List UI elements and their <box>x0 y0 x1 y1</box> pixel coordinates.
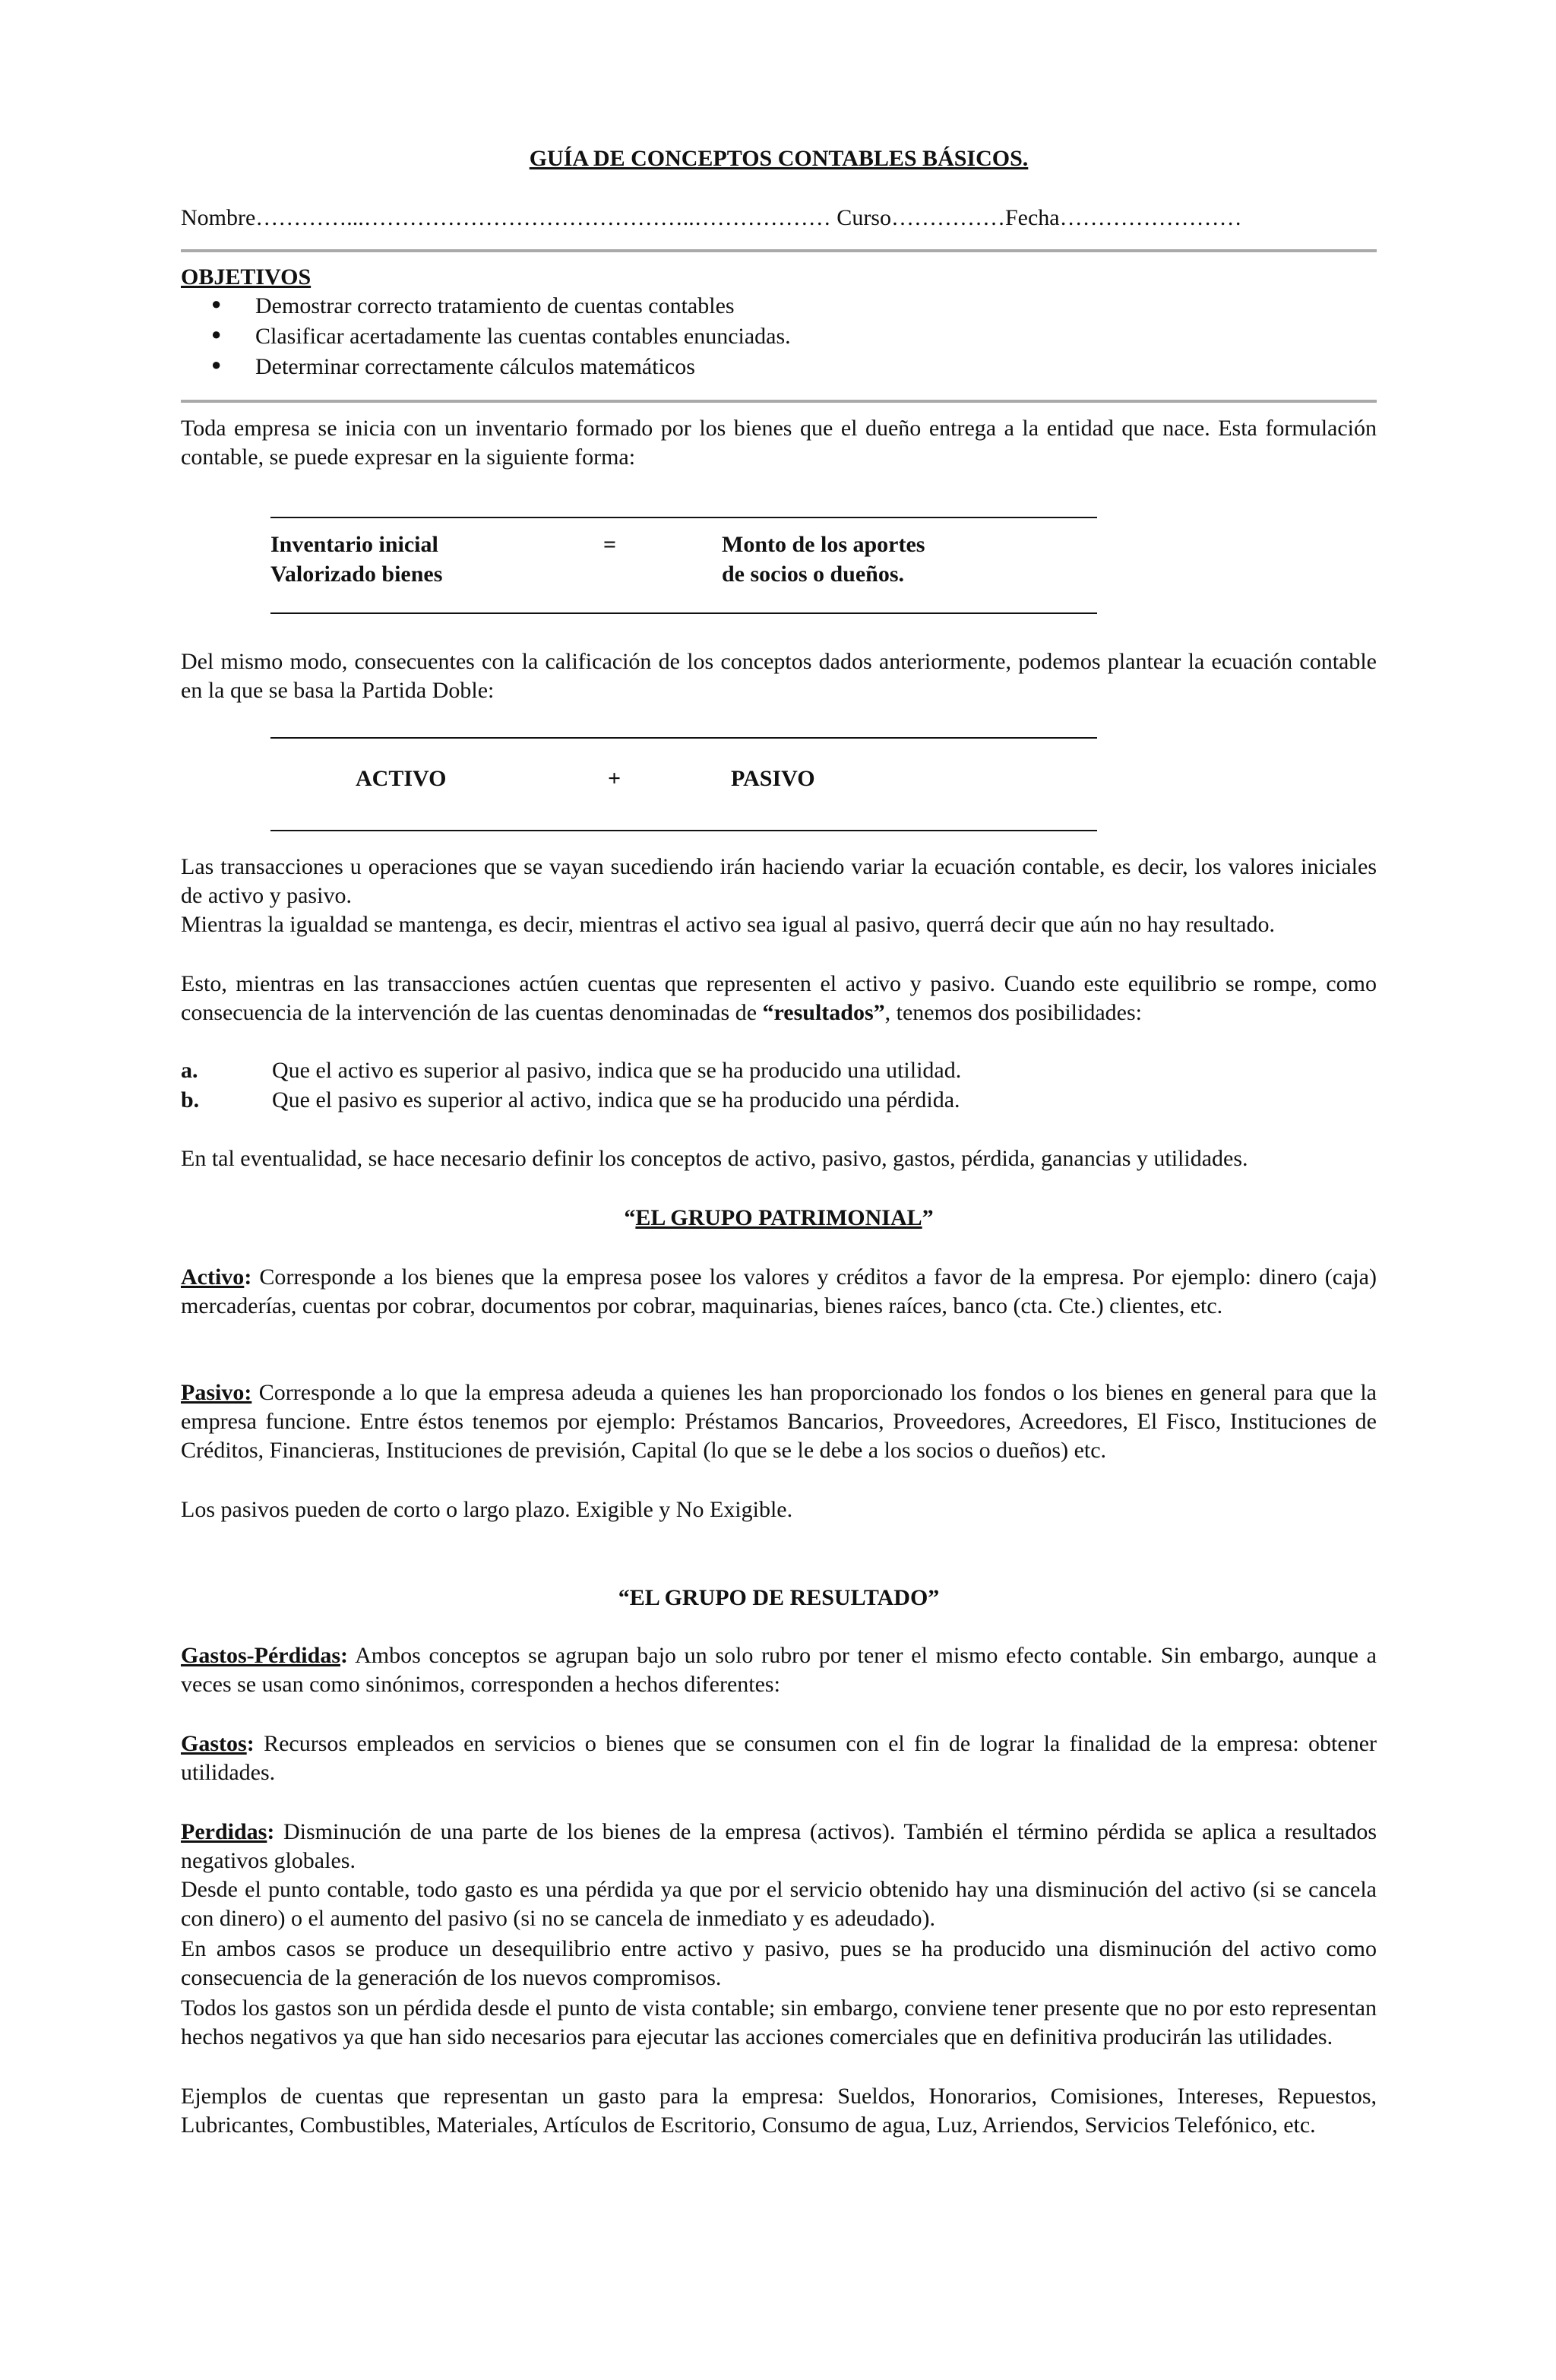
gastos-colon: : <box>246 1731 255 1756</box>
intro-paragraph: Toda empresa se inicia con un inventario formado por los bienes que el dueño entrega a la entidad que nace. Esta formulación contable, se puede expresar en la siguiente forma: <box>181 416 1377 470</box>
gastos-perdidas-definition <box>181 1641 1377 1699</box>
equation1-right-line1: Monto de los aportes <box>722 532 925 557</box>
option-a <box>181 1056 961 1085</box>
gastos-perdidas-colon: : <box>340 1643 348 1668</box>
objetivo-item: Demostrar correcto tratamiento de cuentas contables <box>255 293 735 318</box>
grupo-patrimonial-title: EL GRUPO PATRIMONIAL <box>635 1205 922 1230</box>
option-label: a. <box>181 1058 198 1083</box>
equation1-bottom-rule <box>270 612 1097 614</box>
paragraph-punto-contable: Desde el punto contable, todo gasto es una pérdida ya que por el servicio obtenido hay una disminución del activo (si se cancela con dinero) o el aumento del pasivo (si no se cancela de inmediato y es adeudado). <box>181 1877 1377 1931</box>
activo-colon: : <box>244 1264 252 1290</box>
paragraph-resultados-tail: , tenemos dos posibilidades: <box>884 1000 1142 1025</box>
equation1-operator: = <box>603 532 617 557</box>
bullet-icon: ● <box>211 324 222 343</box>
document-title: GUÍA DE CONCEPTOS CONTABLES BÁSICOS. <box>529 146 1029 171</box>
equation2-bottom-rule <box>270 830 1097 831</box>
equation1-left-line2: Valorizado bienes <box>270 562 443 587</box>
gastos-definition <box>181 1730 1377 1787</box>
paragraph-resultados-text: Esto, mientras en las transacciones actúen cuentas que representen el activo y pasivo. Cuando este equilibrio se rompe, como consecuencia de la intervención de las cuentas denominadas de <box>181 971 1377 1025</box>
equation2-right: PASIVO <box>731 766 815 791</box>
divider-top <box>181 249 1377 252</box>
option-label: b. <box>181 1087 200 1112</box>
perdidas-text: Disminución de una parte de los bienes de la empresa (activos). También el término pérdida se aplica a resultados negativos globales. <box>181 1819 1377 1873</box>
pasivo-text: Corresponde a lo que la empresa adeuda a quienes les han proporcionado los fondos o los bienes en general para que la empresa funcione. Entre éstos tenemos por ejemplo: Préstamos Bancarios, Proveedores, Acreedores, El Fisco, Instituciones de Créditos, Financieras, Instituciones de previsión, Capital (lo que se le debe a los socios o dueños) etc. <box>181 1380 1377 1463</box>
activo-text: Corresponde a los bienes que la empresa posee los valores y créditos a favor de la empresa. Por ejemplo: dinero (caja) mercaderías, cuentas por cobrar, documentos por cobrar, maquinarias, bienes raíces, banco (cta. Cte.) clientes, etc. <box>181 1264 1377 1318</box>
gastos-perdidas-text: Ambos conceptos se agrupan bajo un solo rubro por tener el mismo efecto contable. Sin embargo, aunque a veces se usan como sinónimos, corresponden a hechos diferentes: <box>181 1643 1377 1697</box>
pasivo-note: Los pasivos pueden de corto o largo plazo. Exigible y No Exigible. <box>181 1497 793 1522</box>
gastos-term: Gastos <box>181 1731 247 1756</box>
quote-close: ” <box>922 1205 934 1230</box>
gastos-perdidas-term: Gastos-Pérdidas <box>181 1643 340 1668</box>
pasivo-definition <box>181 1378 1377 1465</box>
grupo-resultado-heading: “EL GRUPO DE RESULTADO” <box>618 1585 940 1610</box>
equation2-top-rule <box>270 737 1097 739</box>
paragraph-resultados <box>181 970 1377 1027</box>
paragraph-partida-doble: Del mismo modo, consecuentes con la calificación de los conceptos dados anteriormente, podemos plantear la ecuación contable en la que se basa la Partida Doble: <box>181 649 1377 703</box>
paragraph-ejemplos-gastos: Ejemplos de cuentas que representan un gasto para la empresa: Sueldos, Honorarios, Comisiones, Intereses, Repuestos, Lubricantes, Combustibles, Materiales, Artículos de Escritorio, Consumo de agua, Luz, Arriendos, Servicios Telefónico, etc. <box>181 2084 1377 2138</box>
objetivo-item: Determinar correctamente cálculos matemáticos <box>255 354 695 379</box>
perdidas-definition <box>181 1818 1377 1875</box>
quote-open: “ <box>624 1205 636 1230</box>
paragraph-eventualidad: En tal eventualidad, se hace necesario definir los conceptos de activo, pasivo, gastos, pérdida, ganancias y utilidades. <box>181 1146 1248 1171</box>
activo-definition <box>181 1263 1377 1321</box>
activo-term: Activo <box>181 1264 245 1290</box>
paragraph-gastos-perdida: Todos los gastos son un pérdida desde el punto de vista contable; sin embargo, conviene tener presente que no por esto representan hechos negativos ya que han sido necesarios para ejecutar las acciones comerciales que en definitiva producirán las utilidades. <box>181 1995 1377 2049</box>
option-b <box>181 1086 960 1115</box>
equation1-left-line1: Inventario inicial <box>270 532 438 557</box>
divider-objetivos <box>181 400 1377 403</box>
paragraph-transacciones: Las transacciones u operaciones que se vayan sucediendo irán haciendo variar la ecuación contable, es decir, los valores iniciales de activo y pasivo. <box>181 854 1377 908</box>
resultados-term: “resultados” <box>762 1000 885 1025</box>
option-text: Que el activo es superior al pasivo, indica que se ha producido una utilidad. <box>272 1058 962 1083</box>
perdidas-term: Perdidas <box>181 1819 267 1844</box>
equation1-right-line2: de socios o dueños. <box>722 562 905 587</box>
equation2-operator: + <box>608 766 621 791</box>
paragraph-igualdad: Mientras la igualdad se mantenga, es decir, mientras el activo sea igual al pasivo, querrá decir que aún no hay resultado. <box>181 912 1275 937</box>
objetivo-item: Clasificar acertadamente las cuentas contables enunciadas. <box>255 324 791 349</box>
grupo-patrimonial-heading <box>181 1204 1377 1233</box>
equation1-top-rule <box>270 517 1097 518</box>
bullet-icon: ● <box>211 355 222 374</box>
gastos-text: Recursos empleados en servicios o bienes que se consumen con el fin de lograr la finalidad de la empresa: obtener utilidades. <box>181 1731 1377 1785</box>
bullet-icon: ● <box>211 294 222 313</box>
equation2-left: ACTIVO <box>356 766 447 791</box>
option-text: Que el pasivo es superior al activo, indica que se ha producido una pérdida. <box>272 1087 960 1112</box>
name-course-date-line: Nombre…………...……………………………………..……………… Curso……………Fecha…………………… <box>181 205 1242 230</box>
perdidas-colon: : <box>267 1819 275 1844</box>
paragraph-desequilibrio: En ambos casos se produce un desequilibrio entre activo y pasivo, pues se ha producido una disminución del activo como consecuencia de la generación de los nuevos compromisos. <box>181 1936 1377 1990</box>
pasivo-term: Pasivo: <box>181 1380 252 1405</box>
objetivos-heading: OBJETIVOS <box>181 264 312 290</box>
